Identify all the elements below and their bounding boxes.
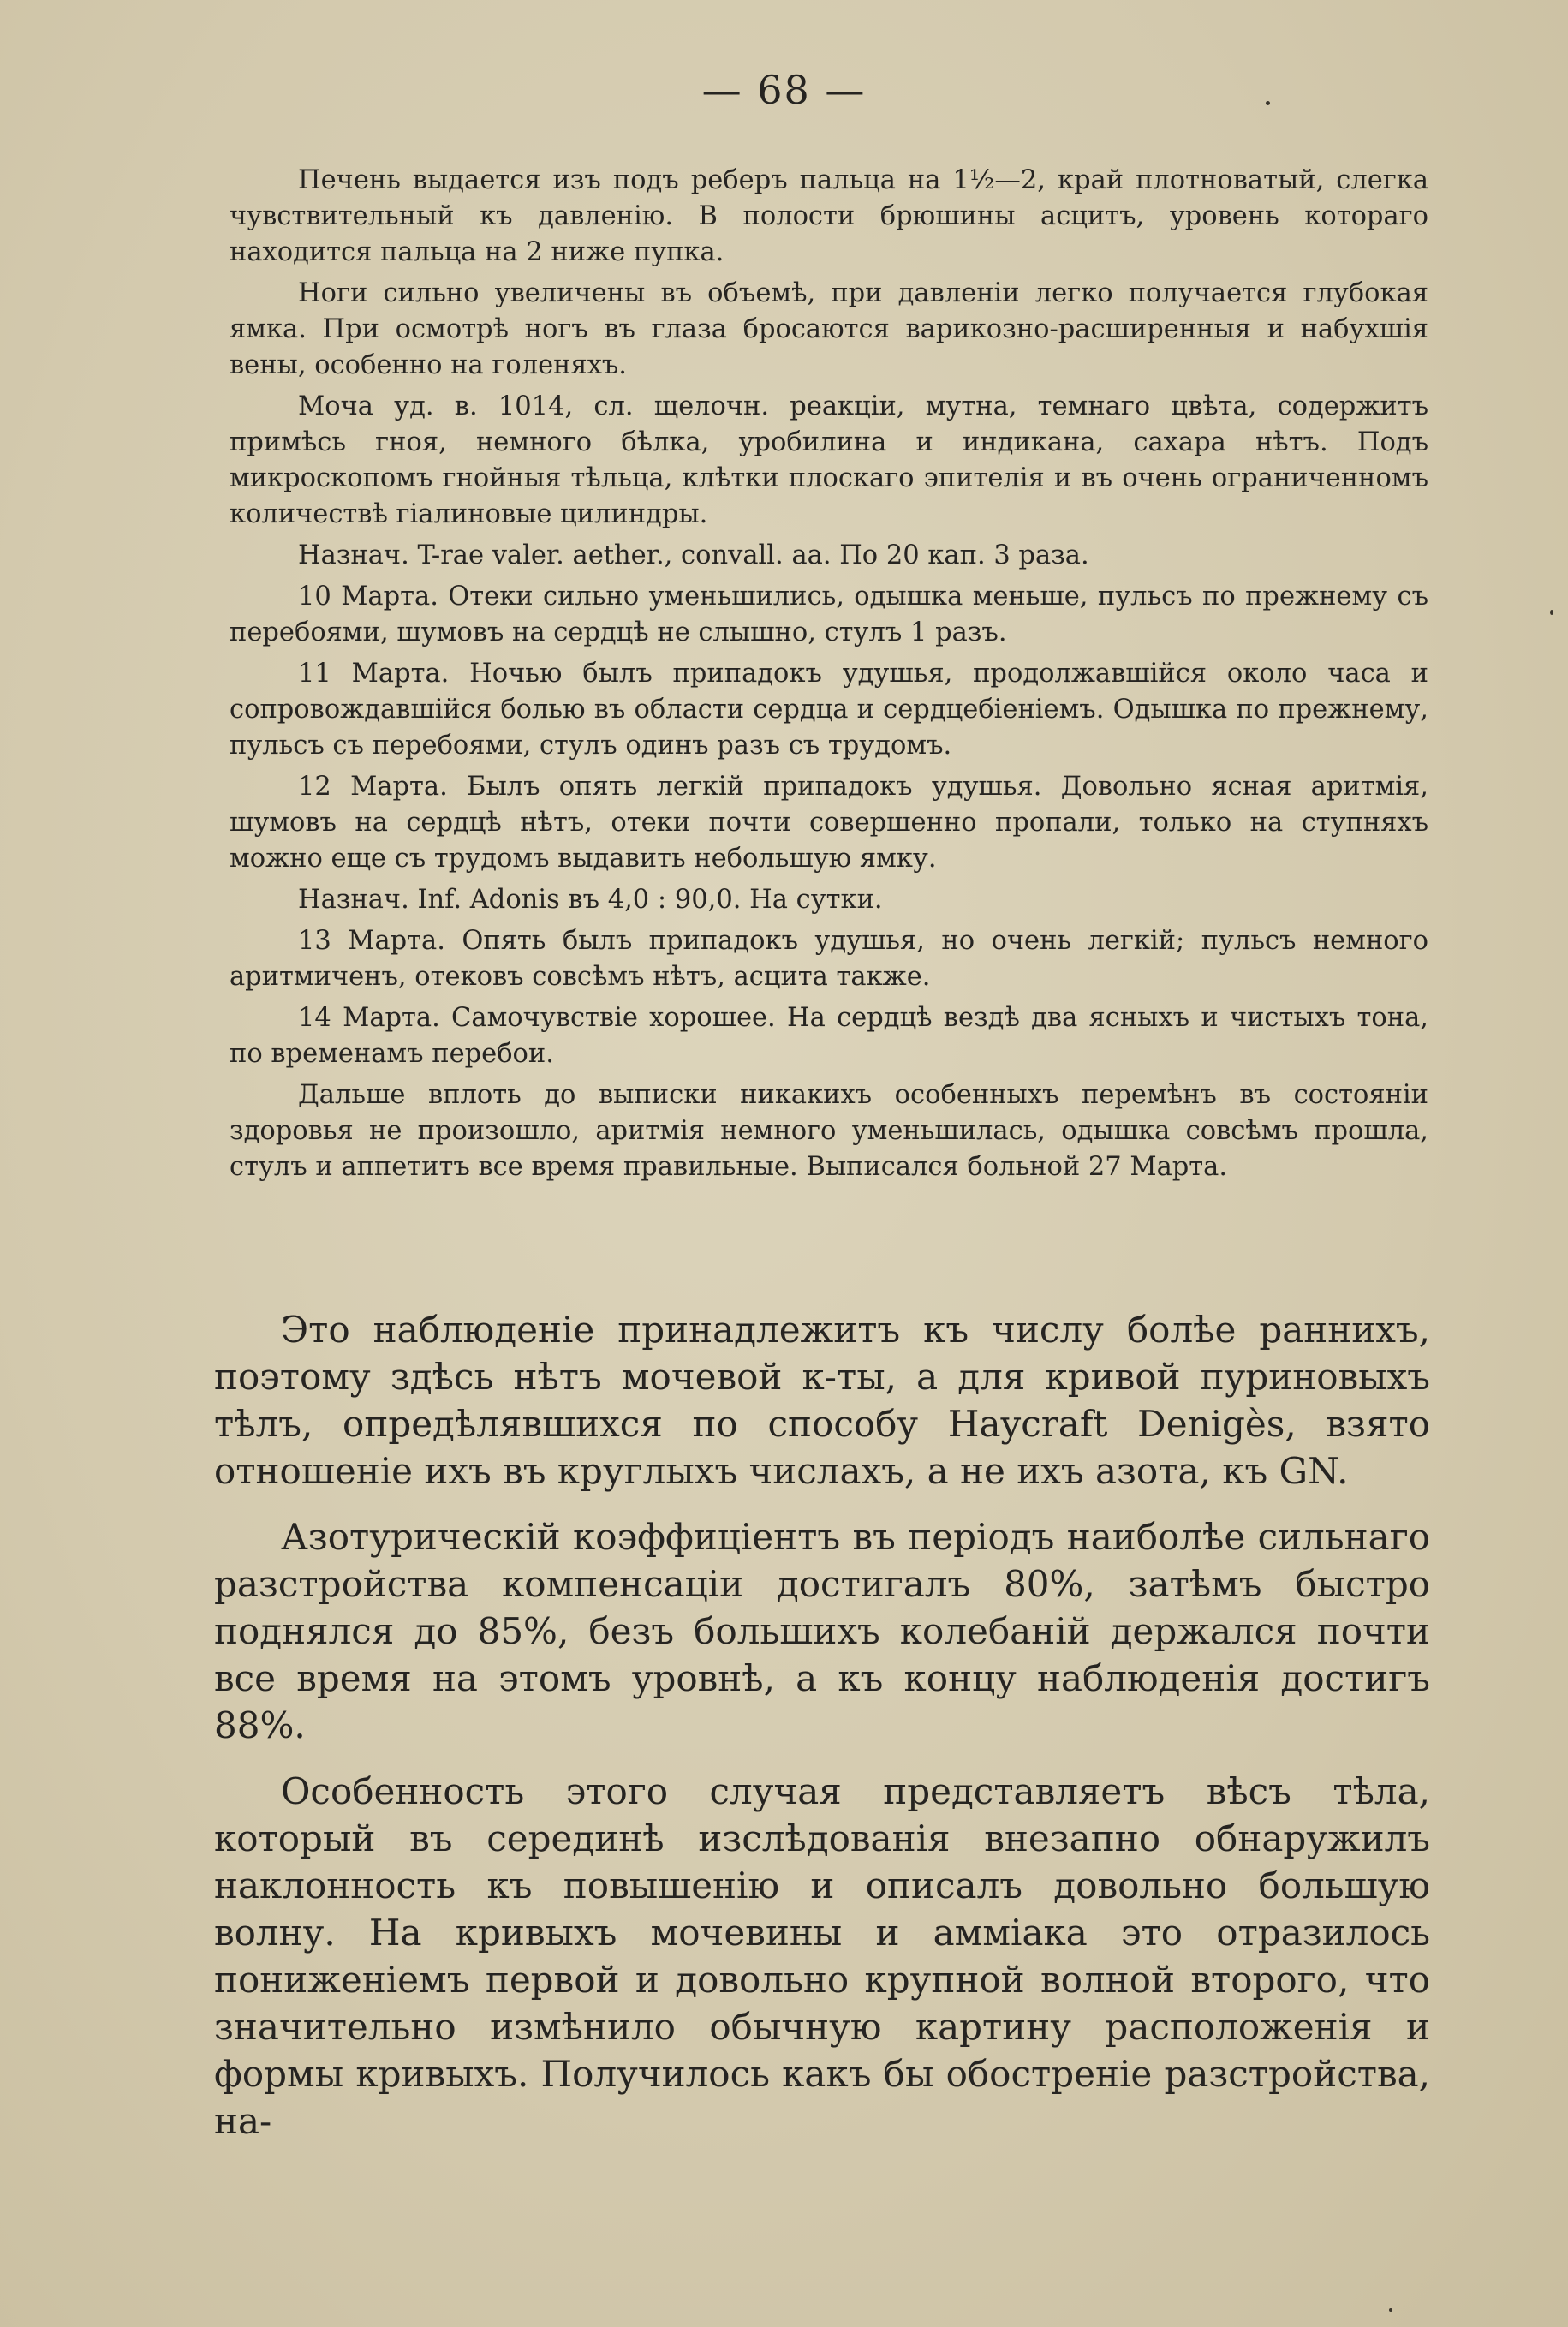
case-note-paragraph: Назнач. T-rae valer. aether., convall. aa. По 20 кап. 3 раза. (298, 540, 1089, 570)
paper-speck (1389, 2308, 1392, 2312)
discussion-paragraph: Это наблюденіе принадлежитъ къ числу болѣе раннихъ, поэтому здѣсь нѣтъ мочевой к-ты, а для кривой пуриновыхъ тѣлъ, опредѣлявшихся по способу Haycraft Denigès, взято отношеніе ихъ въ круглыхъ числахъ, а не ихъ азота, къ GN. (214, 1309, 1430, 1492)
discussion-text (214, 1306, 1430, 2163)
case-note-paragraph: 12 Марта. Былъ опять легкій припадокъ удушья. Довольно ясная аритмія, шумовъ на сердцѣ нѣтъ, отеки почти совершенно пропали, только на ступняхъ можно еще съ трудомъ выдавить небольшую ямку. (230, 772, 1428, 874)
discussion-paragraph: Особенность этого случая представляетъ вѣсъ тѣла, который въ серединѣ изслѣдованія внезапно обнаружилъ наклонность къ повышенію и описалъ довольно большую волну. На кривыхъ мочевины и амміака это отразилось пониженіемъ первой и довольно крупной волной второго, что значительно измѣнило обычную картину расположенія и формы кривыхъ. Получилось какъ бы обостреніе разстройства, на- (214, 1770, 1430, 2142)
case-note-paragraph: 14 Марта. Самочувствіе хорошее. На сердцѣ вездѣ два ясныхъ и чистыхъ тона, по временамъ перебои. (230, 1003, 1428, 1069)
case-note-paragraph: Дальше вплоть до выписки никакихъ особенныхъ перемѣнъ въ состояніи здоровья не произошло, аритмія немного уменьшилась, одышка совсѣмъ прошла, стулъ и аппетитъ все время правильные. Выписался больной 27 Марта. (230, 1080, 1428, 1182)
paper-speck (1266, 101, 1270, 105)
case-note-paragraph: Моча уд. в. 1014, сл. щелочн. реакціи, мутна, темнаго цвѣта, содержитъ примѣсь гноя, немного бѣлка, уробилина и индикана, сахара нѣтъ. Подъ микроскопомъ гнойныя тѣльца, клѣтки плоскаго эпителія и въ очень ограниченномъ количествѣ гіалиновые цилиндры. (230, 391, 1428, 529)
discussion-paragraph: Азотурическій коэффиціентъ въ періодъ наиболѣе сильнаго разстройства компенсаціи достигалъ 80%, затѣмъ быстро поднялся до 85%, безъ большихъ колебаній держался почти все время на этомъ уровнѣ, а къ концу наблюденія достигъ 88%. (214, 1516, 1430, 1746)
case-note-paragraph: 10 Марта. Отеки сильно уменьшились, одышка меньше, пульсъ по прежнему съ перебоями, шумовъ на сердцѣ не слышно, стулъ 1 разъ. (230, 582, 1428, 647)
case-note-paragraph: 11 Марта. Ночью былъ припадокъ удушья, продолжавшійся около часа и сопровождавшійся болью въ области сердца и сердцебіеніемъ. Одышка по прежнему, пульсъ съ перебоями, стулъ одинъ разъ съ трудомъ. (230, 659, 1428, 761)
case-note-paragraph: 13 Марта. Опять былъ припадокъ удушья, но очень легкій; пульсъ немного аритмиченъ, отековъ совсѣмъ нѣтъ, асцита также. (230, 926, 1428, 992)
case-notes (230, 163, 1428, 1190)
case-note-paragraph: Ноги сильно увеличены въ объемѣ, при давленіи легко получается глубокая ямка. При осмотрѣ ногъ въ глаза бросаются варикозно-расширенныя и набухшія вены, особенно на голеняхъ. (230, 278, 1428, 380)
case-note-paragraph: Печень выдается изъ подъ реберъ пальца на 1½—2, край плотноватый, слегка чувствительный къ давленію. В полости брюшины асцитъ, уровень котораго находится пальца на 2 ниже пупка. (230, 165, 1428, 267)
page-number: — 68 — (701, 67, 867, 113)
case-note-paragraph: Назнач. Inf. Adonis въ 4,0 : 90,0. На сутки. (298, 885, 883, 915)
paper-speck (1550, 610, 1553, 615)
